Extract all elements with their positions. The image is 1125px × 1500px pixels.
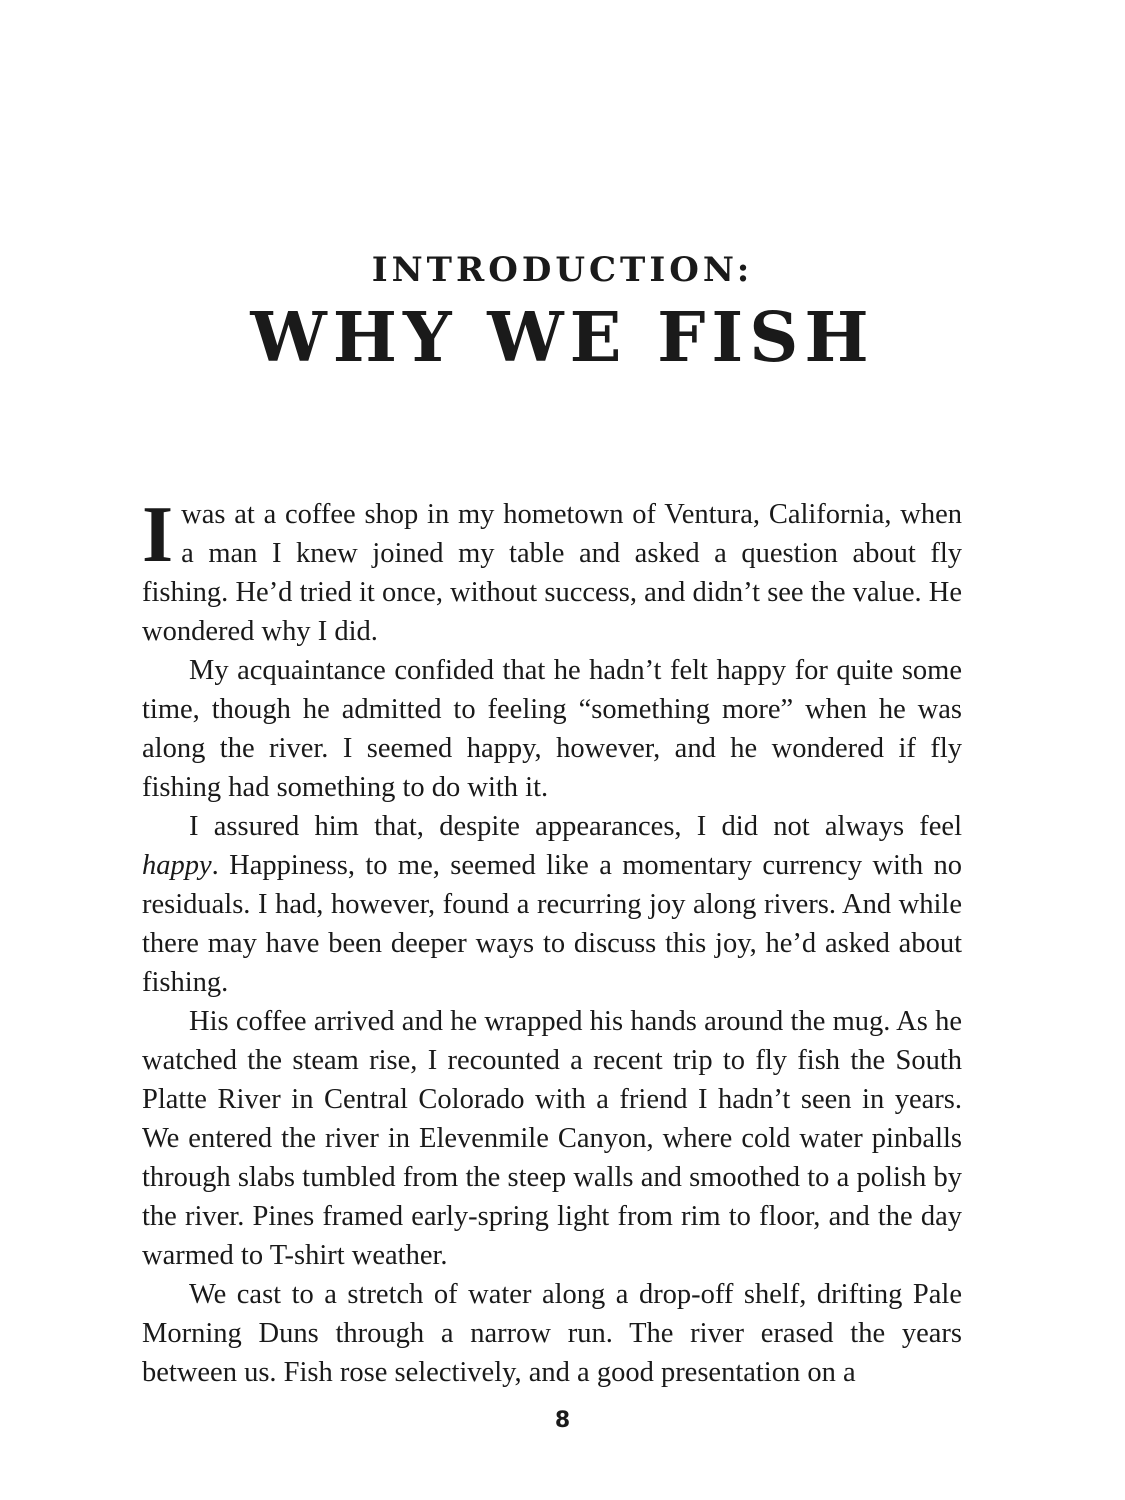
- paragraph-4: His coffee arrived and he wrapped his hands around the mug. As he watched the steam rise, I recounted a recent trip to fly fish the South Platte River in Central Colorado with a friend I hadn’t seen in years. We entered the river in Elevenmile Canyon, where cold water pinballs through slabs tumbled from the steep walls and smoothed to a polish by the river. Pines framed early-spring light from rim to floor, and the day warmed to T-shirt weather.: [142, 1006, 962, 1271]
- page-number: 8: [554, 1408, 571, 1433]
- chapter-kicker: INTRODUCTION:: [371, 250, 754, 290]
- paragraph-3-before: I assured him that, despite appearances, I did not always feel: [189, 811, 962, 842]
- paragraph-1: [142, 491, 962, 651]
- chapter-title: WHY WE FISH: [250, 298, 875, 378]
- drop-cap: I: [142, 491, 174, 579]
- paragraph-3-italic: happy: [142, 850, 212, 881]
- paragraph-3: [142, 807, 962, 1002]
- paragraph-1-text: was at a coffee shop in my hometown of Ventura, California, when a man I knew joined my table and asked a question about fly fishing. He’d tried it once, without success, and didn’t see the value. He wondered why I did.: [142, 499, 962, 647]
- paragraph-2: My acquaintance confided that he hadn’t felt happy for quite some time, though he admitted to feeling “something more” when he was along the river. I seemed happy, however, and he wondered if fly fishing had something to do with it.: [142, 655, 962, 803]
- paragraph-3-after: . Happiness, to me, seemed like a momentary currency with no residuals. I had, however, found a recurring joy along rivers. And while there may have been deeper ways to discuss this joy, he’d asked about fishing.: [142, 850, 962, 998]
- paragraph-5: We cast to a stretch of water along a drop-off shelf, drifting Pale Morning Duns through a narrow run. The river erased the years between us. Fish rose selectively, and a good presentation on a: [142, 1279, 962, 1388]
- body-text: [142, 491, 962, 1392]
